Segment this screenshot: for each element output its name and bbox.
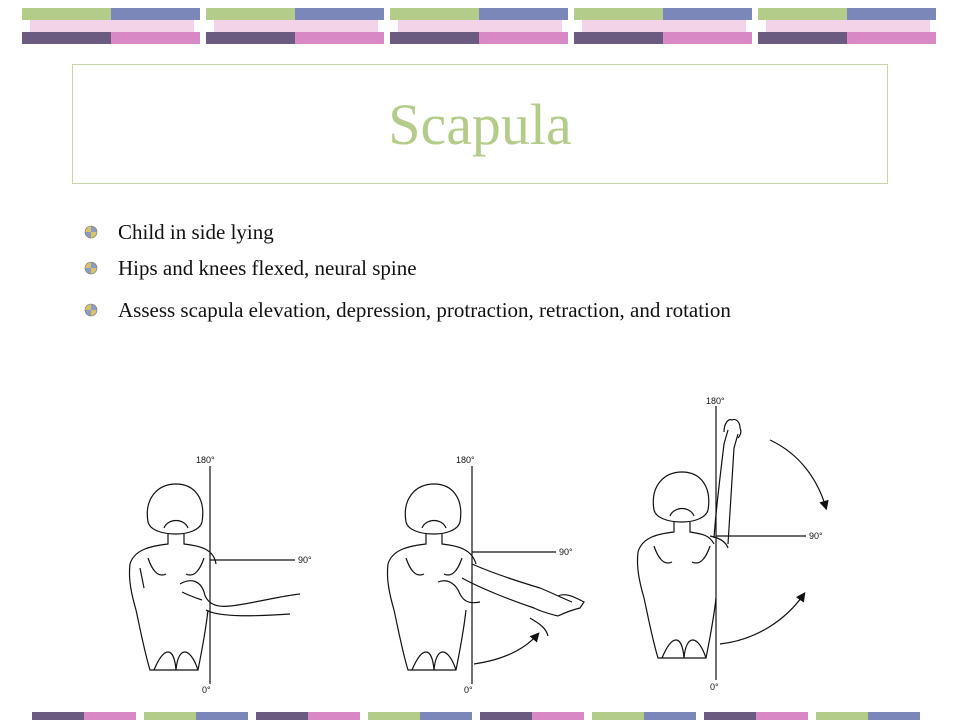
band-segment xyxy=(644,712,696,720)
angle-label-top: 180° xyxy=(706,396,725,406)
bullet-ball-icon xyxy=(84,225,98,239)
band-block xyxy=(574,8,752,44)
band-segment xyxy=(368,712,420,720)
band-segment xyxy=(756,712,808,720)
bullet-item xyxy=(84,286,844,334)
band-block xyxy=(390,8,568,44)
figure-head xyxy=(405,484,460,534)
bullet-ball-icon xyxy=(84,303,98,317)
angle-label-mid: 90° xyxy=(809,531,823,541)
band-segment xyxy=(816,712,868,720)
band-segment xyxy=(144,712,196,720)
angle-label-mid: 90° xyxy=(559,547,573,557)
figure-head xyxy=(653,472,708,522)
figure-panel-3 xyxy=(637,406,826,680)
bottom-decorative-band xyxy=(32,712,940,720)
band-segment xyxy=(256,712,308,720)
band-segment xyxy=(704,712,756,720)
band-block xyxy=(206,8,384,44)
angle-label-mid: 90° xyxy=(298,555,312,565)
bullet-text: Hips and knees flexed, neural spine xyxy=(118,256,417,280)
bullet-ball-icon xyxy=(84,261,98,275)
bullet-text: Assess scapula elevation, depression, protraction, retraction, and rotation xyxy=(118,298,731,322)
scapula-illustration xyxy=(110,388,850,708)
band-segment xyxy=(84,712,136,720)
angle-label-bottom: 0° xyxy=(464,685,473,695)
band-segment xyxy=(32,712,84,720)
angle-label-top: 180° xyxy=(456,455,475,465)
figure-panel-1 xyxy=(129,466,300,684)
figure-head xyxy=(147,484,202,534)
band-block xyxy=(758,8,936,44)
band-segment xyxy=(532,712,584,720)
title-box xyxy=(72,64,888,184)
bullet-item xyxy=(84,214,844,250)
angle-label-top: 180° xyxy=(196,455,215,465)
band-segment xyxy=(308,712,360,720)
figure-panel-2 xyxy=(387,466,584,684)
scapula-figure xyxy=(110,388,850,708)
band-block xyxy=(22,8,200,44)
angle-label-bottom: 0° xyxy=(710,682,719,692)
slide-title: Scapula xyxy=(388,91,572,157)
angle-label-bottom: 0° xyxy=(202,685,211,695)
band-segment xyxy=(420,712,472,720)
top-decorative-band xyxy=(22,8,938,44)
band-segment xyxy=(196,712,248,720)
bullet-item xyxy=(84,250,844,286)
band-segment xyxy=(480,712,532,720)
bullet-text: Child in side lying xyxy=(118,220,274,244)
bullet-list xyxy=(84,214,844,334)
band-segment xyxy=(868,712,920,720)
band-segment xyxy=(592,712,644,720)
